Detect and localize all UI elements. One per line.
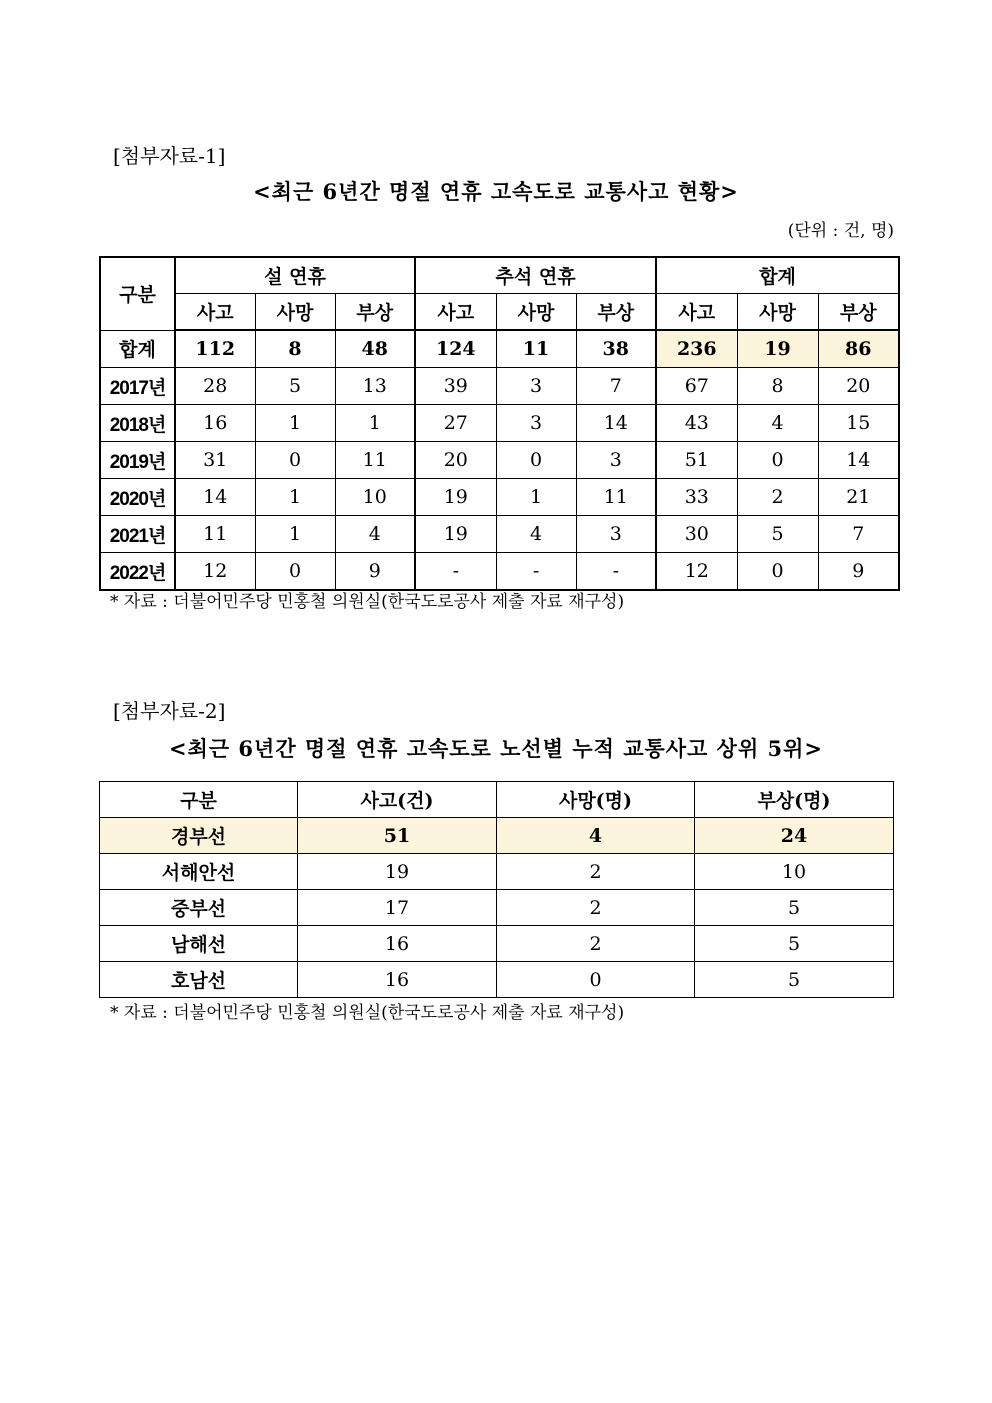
cell: 2 (497, 890, 695, 926)
cell: 19 (298, 854, 497, 890)
route-name: 경부선 (100, 818, 298, 854)
cell: 24 (695, 818, 894, 854)
cell: - (496, 553, 576, 591)
cell: 5 (255, 368, 335, 405)
table-row (100, 442, 899, 479)
cell: 7 (576, 368, 656, 405)
cell: 3 (576, 516, 656, 553)
cell: 21 (818, 479, 899, 516)
table-row (100, 926, 894, 962)
source-note-2: * 자료 : 더불어민주당 민홍철 의원실(한국도로공사 제출 자료 재구성) (110, 1003, 625, 1023)
row-label: 합계 (100, 330, 175, 368)
cell: 4 (335, 516, 415, 553)
cell: 4 (497, 818, 695, 854)
cell: 11 (496, 330, 576, 368)
holiday-accident-table (99, 256, 900, 591)
header-death: 사망(명) (497, 782, 695, 818)
cell: 1 (335, 405, 415, 442)
cell: 236 (656, 330, 737, 368)
route-name: 호남선 (100, 962, 298, 998)
cell: 19 (415, 516, 496, 553)
cell: 3 (496, 368, 576, 405)
cell: 16 (175, 405, 255, 442)
cell: 8 (737, 368, 818, 405)
cell: 9 (335, 553, 415, 591)
cell: 17 (298, 890, 497, 926)
row-label: 2019년 (100, 442, 175, 479)
cell: 11 (175, 516, 255, 553)
cell: 67 (656, 368, 737, 405)
cell: 0 (496, 442, 576, 479)
route-accident-table (99, 781, 894, 998)
attachment-label-2: [첨부자료-2] (113, 699, 226, 723)
cell: 12 (175, 553, 255, 591)
cell: 33 (656, 479, 737, 516)
cell: 43 (656, 405, 737, 442)
table-row (100, 854, 894, 890)
cell: 19 (415, 479, 496, 516)
cell: - (576, 553, 656, 591)
cell: 112 (175, 330, 255, 368)
cell: 20 (818, 368, 899, 405)
cell: 9 (818, 553, 899, 591)
cell: 19 (737, 330, 818, 368)
cell: 28 (175, 368, 255, 405)
row-label: 2017년 (100, 368, 175, 405)
header-group-total: 합계 (656, 257, 899, 294)
cell: 7 (818, 516, 899, 553)
row-label: 2020년 (100, 479, 175, 516)
header-group-seol: 설 연휴 (175, 257, 415, 294)
cell: 30 (656, 516, 737, 553)
cell: - (415, 553, 496, 591)
table-row (100, 962, 894, 998)
cell: 2 (737, 479, 818, 516)
subheader-injury: 부상 (818, 294, 899, 331)
cell: 15 (818, 405, 899, 442)
attachment-label-1: [첨부자료-1] (113, 144, 226, 168)
cell: 51 (298, 818, 497, 854)
cell: 16 (298, 926, 497, 962)
cell: 0 (737, 553, 818, 591)
table-row (100, 405, 899, 442)
cell: 11 (576, 479, 656, 516)
cell: 27 (415, 405, 496, 442)
cell: 3 (496, 405, 576, 442)
row-label: 2022년 (100, 553, 175, 591)
cell: 48 (335, 330, 415, 368)
cell: 8 (255, 330, 335, 368)
subheader-injury: 부상 (576, 294, 656, 331)
source-note-1: * 자료 : 더불어민주당 민홍철 의원실(한국도로공사 제출 자료 재구성) (110, 592, 625, 612)
cell: 38 (576, 330, 656, 368)
cell: 0 (737, 442, 818, 479)
cell: 5 (737, 516, 818, 553)
cell: 10 (335, 479, 415, 516)
route-name: 서해안선 (100, 854, 298, 890)
header-injury: 부상(명) (695, 782, 894, 818)
cell: 4 (737, 405, 818, 442)
subheader-accident: 사고 (175, 294, 255, 331)
table-row (100, 553, 899, 591)
subheader-accident: 사고 (415, 294, 496, 331)
cell: 1 (255, 479, 335, 516)
cell: 39 (415, 368, 496, 405)
cell: 4 (496, 516, 576, 553)
table-row (100, 368, 899, 405)
subheader-injury: 부상 (335, 294, 415, 331)
subheader-death: 사망 (496, 294, 576, 331)
cell: 0 (255, 442, 335, 479)
unit-note: (단위 : 건, 명) (787, 221, 894, 241)
table-row (100, 516, 899, 553)
cell: 11 (335, 442, 415, 479)
subheader-death: 사망 (737, 294, 818, 331)
cell: 14 (175, 479, 255, 516)
table-title-2: <최근 6년간 명절 연휴 고속도로 노선별 누적 교통사고 상위 5위> (168, 736, 824, 761)
header-accident: 사고(건) (298, 782, 497, 818)
cell: 2 (497, 926, 695, 962)
table-row-highlight (100, 818, 894, 854)
cell: 14 (576, 405, 656, 442)
subheader-death: 사망 (255, 294, 335, 331)
cell: 5 (695, 890, 894, 926)
cell: 14 (818, 442, 899, 479)
cell: 31 (175, 442, 255, 479)
table-row (100, 890, 894, 926)
cell: 10 (695, 854, 894, 890)
cell: 2 (497, 854, 695, 890)
cell: 1 (496, 479, 576, 516)
table-row-total (100, 330, 899, 368)
route-name: 중부선 (100, 890, 298, 926)
table-row (100, 479, 899, 516)
header-corner: 구분 (100, 257, 175, 330)
table-title-1: <최근 6년간 명절 연휴 고속도로 교통사고 현황> (253, 179, 739, 204)
cell: 1 (255, 516, 335, 553)
cell: 5 (695, 926, 894, 962)
cell: 124 (415, 330, 496, 368)
cell: 5 (695, 962, 894, 998)
row-label: 2018년 (100, 405, 175, 442)
cell: 51 (656, 442, 737, 479)
cell: 13 (335, 368, 415, 405)
cell: 86 (818, 330, 899, 368)
row-label: 2021년 (100, 516, 175, 553)
cell: 16 (298, 962, 497, 998)
header-group-chuseok: 추석 연휴 (415, 257, 656, 294)
cell: 0 (497, 962, 695, 998)
header-category: 구분 (100, 782, 298, 818)
cell: 1 (255, 405, 335, 442)
route-name: 남해선 (100, 926, 298, 962)
cell: 0 (255, 553, 335, 591)
cell: 3 (576, 442, 656, 479)
cell: 12 (656, 553, 737, 591)
cell: 20 (415, 442, 496, 479)
subheader-accident: 사고 (656, 294, 737, 331)
